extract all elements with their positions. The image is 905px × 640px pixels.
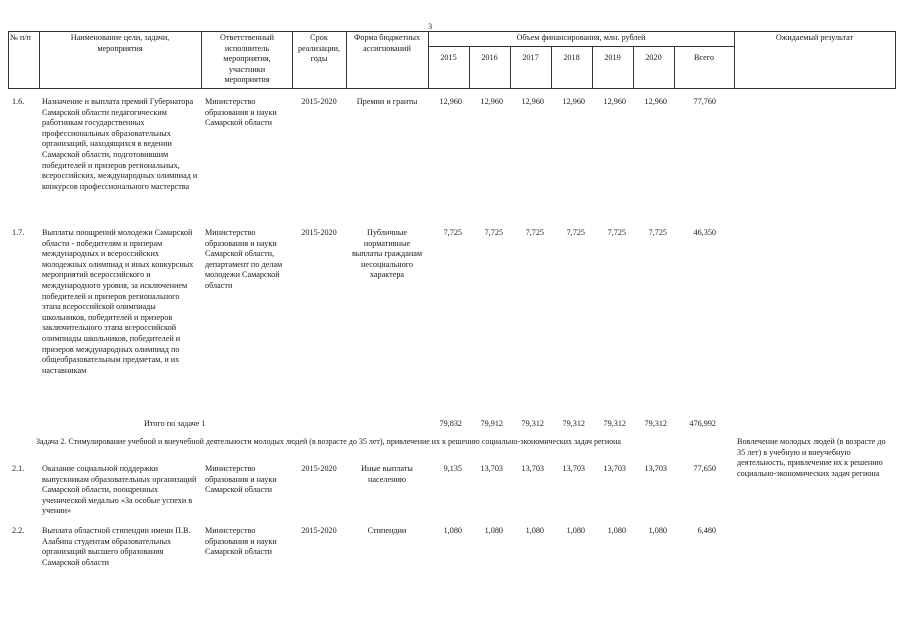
row-value: 13,703 (521, 464, 544, 473)
row-total: 77,650 (693, 464, 716, 473)
row-value: 7,725 (566, 228, 585, 237)
header-year: 2018 (563, 53, 580, 62)
row-value: 1,080 (607, 526, 626, 535)
page-number: 3 (427, 22, 433, 31)
subtotal-value: 79,832 (439, 419, 462, 428)
row-value: 7,725 (525, 228, 544, 237)
header-num: № п/п (10, 33, 31, 42)
row-name: Назначение и выплата премий Губернатора Самарской области педагогическим работникам государственных профессиональных образовательных организаций, находящихся в ведении Самарской области, подготовившим победителей и призеров региональных, всероссийских, международных олимпиад и конкурсов профессионального мастерства (42, 97, 198, 191)
row-num: 1.6. (12, 97, 25, 106)
row-value: 12,960 (480, 97, 503, 106)
row-value: 12,960 (603, 97, 626, 106)
col-line (201, 31, 202, 88)
row-responsible: Министерство образования и науки Самарской области (205, 464, 277, 495)
header-year: 2020 (645, 53, 662, 62)
row-num: 2.2. (12, 526, 25, 535)
col-line (39, 31, 40, 88)
row-responsible: Министерство образования и науки Самарской области (205, 526, 277, 557)
row-responsible: Министерство образования и науки Самарской области, департамент по делам молодежи Самарской области (205, 228, 283, 290)
subtotal-value: 79,912 (480, 419, 503, 428)
header-year: 2016 (481, 53, 498, 62)
row-value: 13,703 (603, 464, 626, 473)
row-value: 1,080 (566, 526, 585, 535)
header-top-line (8, 31, 896, 32)
row-name: Выплаты поощрений молодежи Самарской области - победителям и призерам международных и всероссийских молодежных олимпиад и иных конкурсных мероприятий всероссийского и международного уровня, за исключением победителей и призеров регионального этапа всероссийской олимпиады школьников, победителей и призеров заключительного этапа всероссийской олимпиады школьников, победителей и призеров международных олимпиад по общеобразовательным предметам, и их наставникам (42, 228, 194, 375)
row-value: 7,725 (607, 228, 626, 237)
col-line (734, 31, 735, 88)
subtotal-value: 79,312 (603, 419, 626, 428)
row-term: 2015-2020 (301, 464, 337, 473)
header-bottom-line (8, 88, 896, 89)
row-value: 12,960 (439, 97, 462, 106)
header-result: Ожидаемый результат (775, 33, 854, 42)
row-value: 12,960 (562, 97, 585, 106)
col-line (346, 31, 347, 88)
header-funding: Объем финансирования, млн. рублей (516, 33, 646, 42)
header-years-line (428, 46, 734, 47)
row-form: Премии и гранты (356, 97, 418, 106)
header-year: 2017 (522, 53, 539, 62)
row-value: 13,703 (644, 464, 667, 473)
row-form: Публичные нормативные выплаты гражданам несоциального характера (351, 228, 423, 280)
subtotal-value: 79,312 (644, 419, 667, 428)
row-name: Оказание социальной поддержки выпускникам образовательных организаций Самарской области, поощренных ученической медалью «За особые успехи в учении» (42, 464, 197, 516)
row-form: Иные выплаты населению (361, 464, 413, 484)
row-value: 7,725 (484, 228, 503, 237)
task2-result: Вовлечение молодых людей (в возрасте до 35 лет) в учебную и внеучебную деятельность, привлечение их к решению социально-экономических задач региона (737, 437, 886, 478)
row-responsible: Министерство образования и науки Самарской области (205, 97, 277, 128)
row-term: 2015-2020 (301, 526, 337, 535)
row-name: Выплата областной стипендии имени П.В. Алабина студентам образовательных организаций высшего образования Самарской области (42, 526, 191, 567)
row-value: 1,080 (484, 526, 503, 535)
row-term: 2015-2020 (301, 97, 337, 106)
row-value: 13,703 (562, 464, 585, 473)
row-value: 12,960 (521, 97, 544, 106)
task2-label: Задача 2. Стимулирование учебной и внеучебной деятельности молодых людей (в возрасте до 35 лет), привлечение их к решению социально-экономических задач региона (36, 437, 621, 446)
row-num: 2.1. (12, 464, 25, 473)
row-form: Стипендии (367, 526, 407, 535)
row-total: 6,480 (697, 526, 716, 535)
subtotal-value: 79,312 (521, 419, 544, 428)
row-term: 2015-2020 (301, 228, 337, 237)
row-value: 9,135 (443, 464, 462, 473)
header-name: Наименование цели, задачи, мероприятия (70, 33, 170, 53)
col-line (292, 31, 293, 88)
header-year: 2015 (440, 53, 457, 62)
col-line (8, 31, 9, 88)
row-total: 46,350 (693, 228, 716, 237)
header-form: Форма бюджетных ассигнований (353, 33, 421, 53)
subtotal-total: 476,992 (689, 419, 716, 428)
header-term: Срок реализации, годы (297, 33, 341, 64)
col-line (895, 31, 896, 88)
row-value: 1,080 (443, 526, 462, 535)
row-value: 12,960 (644, 97, 667, 106)
header-responsible: Ответственный исполнитель мероприятия, участники мероприятия (220, 33, 274, 85)
row-value: 7,725 (648, 228, 667, 237)
header-year: 2019 (604, 53, 621, 62)
row-value: 1,080 (525, 526, 544, 535)
row-total: 77,760 (693, 97, 716, 106)
row-value: 1,080 (648, 526, 667, 535)
row-value: 7,725 (443, 228, 462, 237)
row-num: 1.7. (12, 228, 25, 237)
subtotal-value: 79,312 (562, 419, 585, 428)
header-total: Всего (693, 53, 715, 62)
subtotal-label: Итого по задаче 1 (144, 419, 206, 428)
row-value: 13,703 (480, 464, 503, 473)
